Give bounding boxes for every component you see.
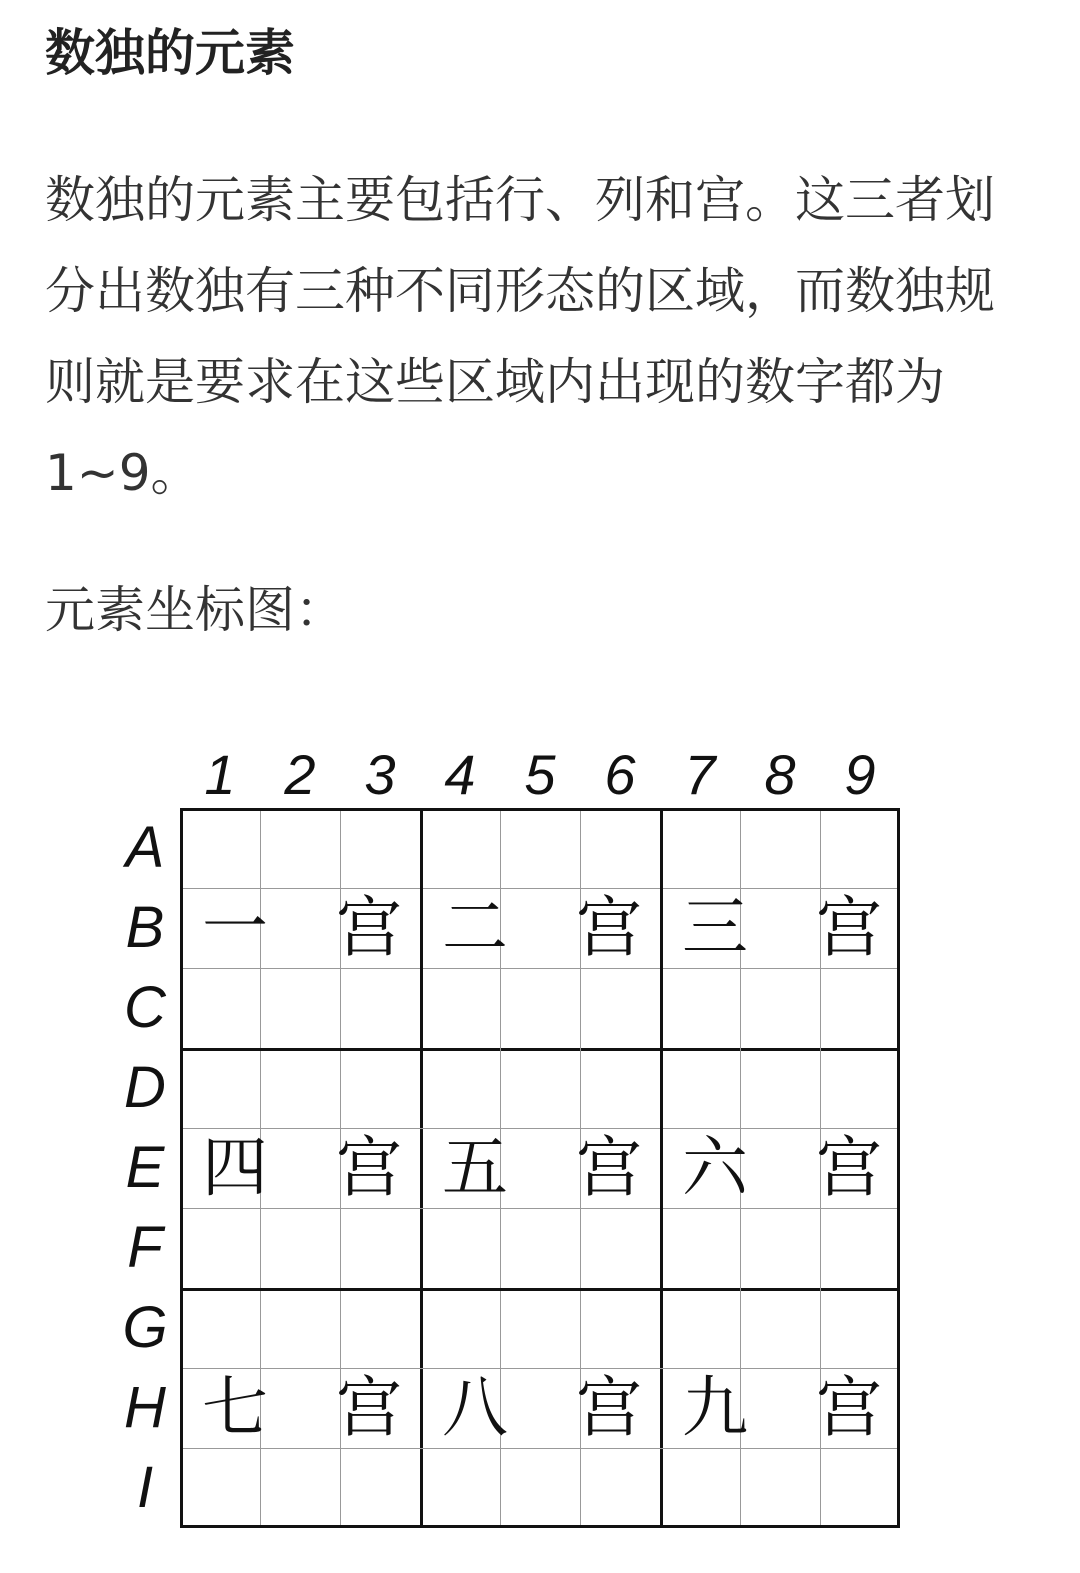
box-label: [180, 1368, 420, 1448]
intro-paragraph: 数独的元素主要包括行、列和宫。这三者划分出数独有三种不同形态的区域，而数独规则就是要求在这些区域内出现的数字都为1~9。: [45, 171, 995, 502]
box-numeral: 三: [682, 889, 748, 966]
cell-divider-horizontal: [183, 1448, 897, 1449]
box-suffix: 宫: [576, 1369, 642, 1446]
column-label: 6: [604, 743, 636, 806]
box-suffix: 宫: [576, 1129, 642, 1206]
box-numeral: 七: [202, 1369, 268, 1446]
column-label: 2: [284, 743, 316, 806]
sudoku-coordinate-diagram: [100, 730, 920, 1570]
box-label: [180, 888, 420, 968]
column-label: 8: [764, 743, 796, 806]
row-label: I: [136, 1455, 154, 1520]
box-suffix: 宫: [336, 889, 402, 966]
box-label: [660, 1368, 900, 1448]
column-label: 1: [204, 743, 236, 806]
box-suffix: 宫: [816, 889, 882, 966]
box-numeral: 六: [682, 1129, 748, 1206]
box-suffix: 宫: [336, 1369, 402, 1446]
box-label: [420, 888, 660, 968]
box-suffix: 宫: [576, 889, 642, 966]
row-label: B: [125, 895, 165, 960]
row-label: A: [125, 815, 165, 880]
box-numeral: 四: [202, 1129, 268, 1206]
box-numeral: 九: [682, 1369, 748, 1446]
box-numeral: 一: [202, 889, 268, 966]
box-suffix: 宫: [336, 1129, 402, 1206]
column-label: 7: [684, 743, 716, 806]
column-label: 4: [444, 743, 476, 806]
box-suffix: 宫: [816, 1129, 882, 1206]
row-label: F: [127, 1215, 163, 1280]
row-label: H: [124, 1375, 166, 1440]
box-label: [660, 888, 900, 968]
page-title: 数独的元素: [45, 24, 295, 82]
row-label: E: [125, 1135, 165, 1200]
box-divider-horizontal: [183, 1048, 897, 1051]
row-label: C: [124, 975, 166, 1040]
row-label: D: [124, 1055, 166, 1120]
cell-divider-horizontal: [183, 1208, 897, 1209]
box-numeral: 八: [442, 1369, 508, 1446]
diagram-caption: 元素坐标图：: [45, 581, 345, 639]
column-label: 9: [844, 743, 876, 806]
cell-divider-horizontal: [183, 968, 897, 969]
row-label: G: [122, 1295, 168, 1360]
box-divider-horizontal: [183, 1288, 897, 1291]
column-label: 3: [364, 743, 396, 806]
column-label: 5: [524, 743, 556, 806]
box-numeral: 二: [442, 889, 508, 966]
box-label: [180, 1128, 420, 1208]
box-label: [420, 1128, 660, 1208]
box-suffix: 宫: [816, 1369, 882, 1446]
box-label: [420, 1368, 660, 1448]
sudoku-board: [180, 808, 900, 1528]
box-label: [660, 1128, 900, 1208]
box-numeral: 五: [442, 1129, 508, 1206]
